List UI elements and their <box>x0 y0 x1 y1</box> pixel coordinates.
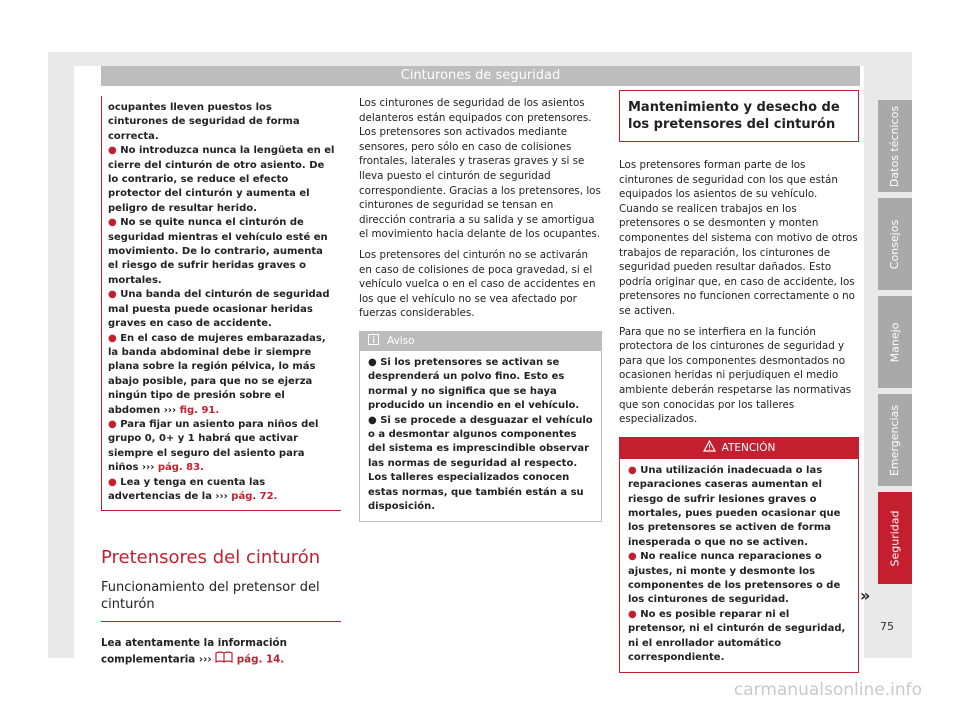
note-box <box>359 331 602 522</box>
side-tab-label: Datos técnicos <box>888 105 902 187</box>
page-link[interactable]: pág. 83. <box>157 462 204 474</box>
side-tab-manejo[interactable] <box>878 296 912 388</box>
watermark: carmanualsonline.info <box>733 680 922 700</box>
warning-item-text: En el caso de mujeres embarazadas, la banda abdominal debe ir siempre plana sobre la región pélvica, lo más abajo posible, para que no se ejerza ningún tipo de presión sobre el abdomen ››› <box>108 332 326 416</box>
intro-label: Lea atentamente la información complementaria ››› <box>101 637 287 666</box>
page-number: 75 <box>880 620 894 633</box>
warning-item <box>108 418 335 476</box>
warning-item-text: No introduzca nunca la lengüeta en el cierre del cinturón de otro asiento. De lo contrario, se reduce el efecto protector del cinturón y aumenta el peligro de resultar herido. <box>108 145 335 214</box>
warning-item <box>108 144 335 216</box>
column-left <box>101 96 341 668</box>
warning-title: ATENCIÓN <box>721 441 776 454</box>
warning-item-text: Una utilización inadecuada o las reparaciones caseras aumentan el riesgo de sufrir lesiones graves o mortales, pues pueden ocasionar que los pretensores se activen de forma inesperada o que no se activen. <box>628 464 841 548</box>
side-tab-emergencias[interactable] <box>878 394 912 486</box>
warning-item-text: No realice nunca reparaciones o ajustes, ni monte y desmonte los componentes de los pretensores o de los cinturones de seguridad. <box>628 551 841 606</box>
bullet-icon: ● <box>628 551 641 563</box>
warning-item <box>628 608 850 666</box>
note-item-text: Si se procede a desguazar el vehículo o a desmontar algunos componentes del sistema es imprescindible observar las normas de seguridad al respecto. Los talleres especializados conocen estas normas, que también están a su disposición. <box>368 414 593 512</box>
note-item <box>368 414 593 515</box>
side-tab-label: Emergencias <box>888 404 902 476</box>
warning-item-text: No es posible reparar ni el pretensor, ni el cinturón de seguridad, ni el enrollador automático correspondiente. <box>628 608 846 663</box>
warning-continuation-box <box>101 96 341 511</box>
subsection-title: Mantenimiento y desecho de los pretensores del cinturón <box>619 90 859 142</box>
bullet-icon: ● <box>108 418 121 430</box>
warning-item-text: Una banda del cinturón de seguridad mal puesta puede ocasionar heridas graves en caso de accidente. <box>108 289 330 330</box>
side-tab-consejos[interactable] <box>878 198 912 290</box>
warning-triangle-icon <box>703 440 716 457</box>
chapter-header: Cinturones de seguridad <box>101 66 860 86</box>
warning-item-text: Lea y tenga en cuenta las advertencias de la ››› <box>108 476 266 502</box>
paragraph: Para que no se interfiera en la función protectora de los cinturones de seguridad y para que los componentes desmontados no ocasionen heridas ni perjudiquen el medio ambiente deberán respetarse las normativas que son conocidas por los talleres especializados. <box>619 325 852 426</box>
warning-header <box>620 438 858 459</box>
paragraph: Los pretensores del cinturón no se activarán en caso de colisiones de poca gravedad, si el vehículo vuelca o en el caso de accidentes en los que el vehículo no se vea afectado por fuerzas considerables. <box>359 248 596 320</box>
note-title: Aviso <box>387 335 415 348</box>
side-tab-label: Manejo <box>888 322 902 362</box>
side-tab-seguridad[interactable] <box>878 492 912 584</box>
page-link[interactable]: pág. 14. <box>236 653 285 666</box>
warning-item <box>108 216 335 288</box>
warning-item <box>108 288 335 331</box>
warning-item-text: Para fijar un asiento para niños del grupo 0, 0+ y 1 habrá que activar siempre el seguro del asiento para niños ››› <box>108 418 319 474</box>
continue-arrow-icon: » <box>860 586 871 605</box>
paragraph: Los pretensores forman parte de los cinturones de seguridad con los que están equipados los asientos de su vehículo. Cuando se realicen trabajos en los pretensores o se desmonten y monten componentes del sistema con motivo de otros trabajos de reparación, los cinturones de seguridad pueden resultar dañados. Esto podría originar que, en caso de accidente, los pretensores no funcionen correctamente o no se activen. <box>619 159 858 317</box>
bullet-icon: ● <box>628 464 641 476</box>
side-tab-label: Seguridad <box>888 510 902 566</box>
book-icon <box>215 651 233 668</box>
warning-body <box>620 459 858 673</box>
paragraph: Los cinturones de seguridad de los asientos delanteros están equipados con pretensores. Los pretensores son activados mediante sensores, pero sólo en caso de colisiones frontales, laterales y traseras graves y si se lleva puesto el cinturón de seguridad correspondiente. Gracias a los pretensores, los cinturones de seguridad se tensan en dirección contraria a su salida y se amortigua el movimiento hacia delante de los ocupantes. <box>359 97 601 241</box>
info-icon <box>368 334 379 350</box>
warning-item <box>108 476 335 505</box>
bullet-icon: ● <box>108 145 121 157</box>
section-title: Pretensores del cinturón <box>101 547 321 569</box>
note-item-text: Si los pretensores se activan se desprenderá un polvo fino. Esto es normal y no significa que se haya producido un incendio en el vehículo. <box>368 356 580 412</box>
fig-link[interactable]: fig. 91. <box>179 404 220 416</box>
warning-lead-text: ocupantes lleven puestos los cinturones de seguridad de forma correcta. <box>108 102 300 142</box>
column-middle <box>359 96 602 522</box>
note-body <box>360 351 601 521</box>
page-link[interactable]: pág. 72. <box>231 490 278 502</box>
side-tab-label: Consejos <box>888 219 902 269</box>
bullet-icon: ● <box>368 356 381 368</box>
warning-item <box>108 332 335 418</box>
bullet-icon: ● <box>108 289 121 301</box>
bullet-icon: ● <box>108 332 121 344</box>
warning-item <box>628 550 850 608</box>
bullet-icon: ● <box>628 608 641 620</box>
bullet-icon: ● <box>368 414 381 426</box>
subsection-title: Funcionamiento del pretensor del cinturón <box>101 579 341 622</box>
column-right <box>619 90 859 673</box>
warning-item-text: No se quite nunca el cinturón de seguridad mientras el vehículo esté en movimiento. De lo contrario, aumenta el riesgo de sufrir heridas graves o mortales. <box>108 217 328 286</box>
bullet-icon: ● <box>108 217 121 229</box>
side-tab-datos-tecnicos[interactable] <box>878 100 912 192</box>
bullet-icon: ● <box>108 476 121 488</box>
note-item <box>368 356 593 414</box>
warning-item <box>628 464 850 550</box>
warning-box <box>619 437 859 674</box>
intro-text <box>101 636 341 667</box>
note-header <box>360 332 601 351</box>
